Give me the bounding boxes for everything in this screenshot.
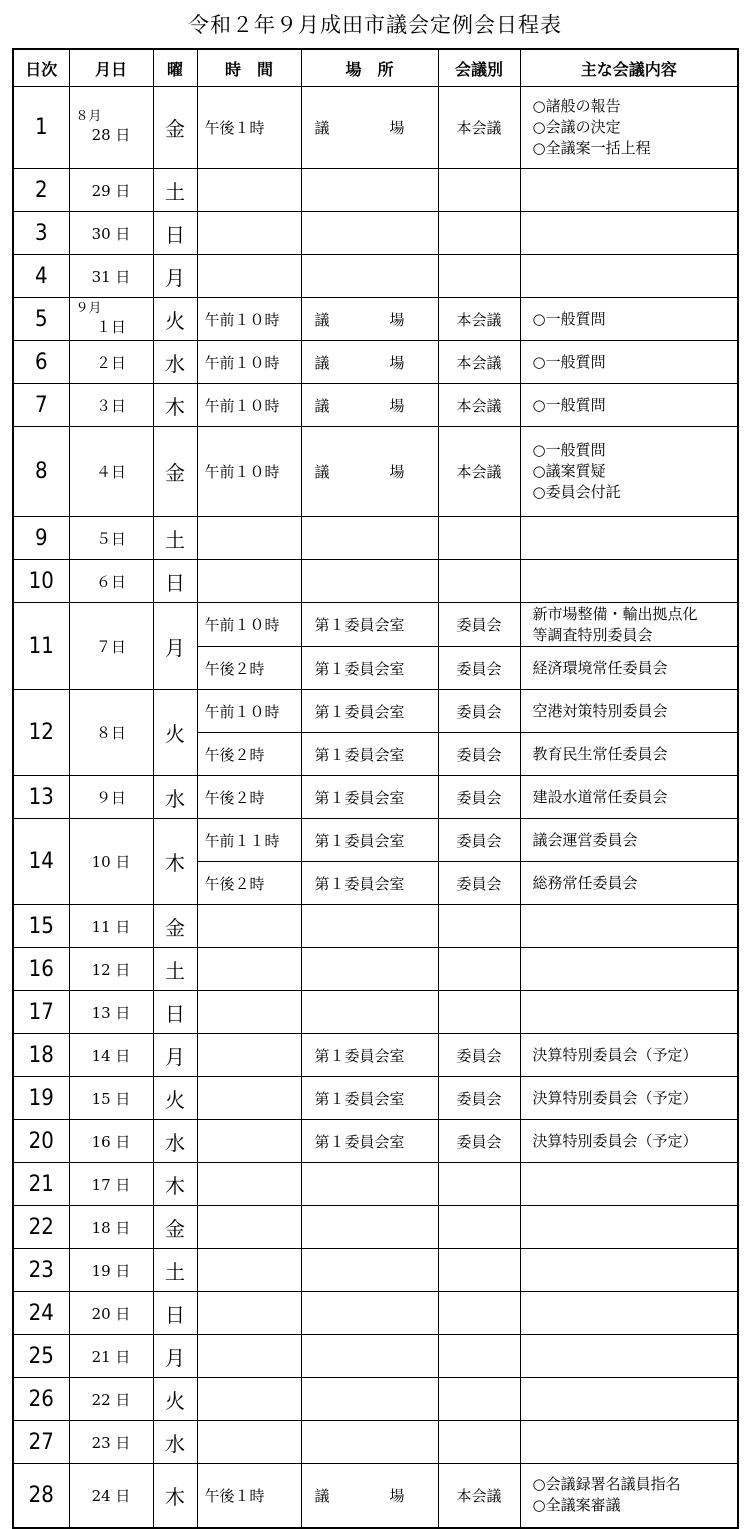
date-label: ４日 xyxy=(95,463,126,481)
table-row xyxy=(13,384,738,427)
agenda-cell xyxy=(520,690,738,733)
agenda-item: ○一般質問 xyxy=(532,441,606,459)
date-label: ５日 xyxy=(95,529,126,548)
time-cell xyxy=(197,212,301,255)
place-cell: 議 場 xyxy=(301,87,438,169)
place-cell xyxy=(301,1163,438,1206)
time-cell xyxy=(197,255,301,298)
day-number: 19 xyxy=(13,1077,69,1120)
header-weekday: 曜 xyxy=(153,49,197,87)
page-title: 令和２年９月成田市議会定例会日程表 xyxy=(188,13,562,37)
date-label: 24 日 xyxy=(91,1486,131,1505)
weekday-cell: 水 xyxy=(153,341,197,384)
time-cell xyxy=(197,169,301,212)
time-cell xyxy=(197,1120,301,1163)
weekday-cell: 月 xyxy=(153,1034,197,1077)
agenda-item: ○全議案一括上程 xyxy=(532,139,651,157)
schedule-body xyxy=(13,87,738,1528)
time-cell xyxy=(197,1034,301,1077)
place-cell: 第１委員会室 xyxy=(301,819,438,862)
day-number: 18 xyxy=(13,1034,69,1077)
time-cell xyxy=(197,905,301,948)
schedule-table xyxy=(12,48,739,1529)
agenda-cell xyxy=(520,1464,738,1528)
date-label: 12 日 xyxy=(91,960,131,979)
day-number: 5 xyxy=(13,298,69,341)
agenda-item: ○諸般の報告 xyxy=(532,97,621,115)
meeting-type-cell: 本会議 xyxy=(438,341,520,384)
place-cell xyxy=(301,255,438,298)
time-cell: 午前１０時 xyxy=(197,384,301,427)
table-row xyxy=(13,517,738,560)
date-label: ９日 xyxy=(95,788,126,807)
agenda-cell xyxy=(520,1421,738,1464)
date-cell xyxy=(69,1378,153,1421)
meeting-type-cell: 委員会 xyxy=(438,690,520,733)
meeting-type-cell xyxy=(438,560,520,603)
agenda-item: ○全議案審議 xyxy=(532,1496,621,1515)
date-cell xyxy=(69,169,153,212)
table-row xyxy=(13,1120,738,1163)
month-label: ８月 xyxy=(75,109,102,124)
weekday-cell: 水 xyxy=(153,1120,197,1163)
meeting-type-cell xyxy=(438,1335,520,1378)
agenda-cell xyxy=(520,1034,738,1077)
agenda-item: ○会議録署名議員指名 xyxy=(532,1475,681,1494)
meeting-type-cell xyxy=(438,517,520,560)
time-cell xyxy=(197,1292,301,1335)
agenda-item: ○会議の決定 xyxy=(532,118,621,136)
day-number: 8 xyxy=(13,427,69,517)
time-cell xyxy=(197,948,301,991)
time-cell xyxy=(197,560,301,603)
day-number: 9 xyxy=(13,517,69,560)
date-cell xyxy=(69,1163,153,1206)
table-row xyxy=(13,776,738,819)
agenda-cell xyxy=(520,862,738,905)
date-label: ６日 xyxy=(95,572,126,591)
agenda-item: 議会運営委員会 xyxy=(532,830,638,849)
date-cell xyxy=(69,384,153,427)
weekday-cell: 日 xyxy=(153,212,197,255)
time-cell: 午前１１時 xyxy=(197,819,301,862)
meeting-type-cell: 委員会 xyxy=(438,603,520,647)
meeting-type-cell: 本会議 xyxy=(438,298,520,341)
place-cell xyxy=(301,948,438,991)
place-cell: 第１委員会室 xyxy=(301,733,438,776)
meeting-type-cell: 委員会 xyxy=(438,647,520,690)
place-cell: 第１委員会室 xyxy=(301,1034,438,1077)
table-row xyxy=(13,87,738,169)
weekday-cell: 火 xyxy=(153,298,197,341)
date-label: 29 日 xyxy=(91,181,131,200)
place-cell xyxy=(301,1249,438,1292)
agenda-cell xyxy=(520,560,738,603)
date-cell xyxy=(69,690,153,776)
table-row xyxy=(13,690,738,733)
agenda-item: 決算特別委員会（予定） xyxy=(532,1131,698,1150)
time-cell xyxy=(197,991,301,1034)
weekday-cell: 日 xyxy=(153,991,197,1034)
date-label: 16 日 xyxy=(91,1132,131,1151)
table-row xyxy=(13,1249,738,1292)
meeting-type-cell xyxy=(438,1378,520,1421)
date-cell xyxy=(69,255,153,298)
day-number: 4 xyxy=(13,255,69,298)
date-label: ２日 xyxy=(95,353,126,372)
meeting-type-cell: 委員会 xyxy=(438,733,520,776)
time-cell xyxy=(197,1421,301,1464)
header-date: 月日 xyxy=(69,49,153,87)
weekday-cell: 木 xyxy=(153,1163,197,1206)
day-number: 2 xyxy=(13,169,69,212)
weekday-cell: 水 xyxy=(153,776,197,819)
agenda-cell xyxy=(520,647,738,690)
meeting-type-cell xyxy=(438,1292,520,1335)
place-cell: 議 場 xyxy=(301,341,438,384)
weekday-cell: 木 xyxy=(153,1464,197,1528)
day-number: 27 xyxy=(13,1421,69,1464)
meeting-type-cell: 本会議 xyxy=(438,427,520,517)
date-cell xyxy=(69,517,153,560)
date-cell xyxy=(69,948,153,991)
table-row xyxy=(13,991,738,1034)
weekday-cell: 火 xyxy=(153,1378,197,1421)
meeting-type-cell: 本会議 xyxy=(438,384,520,427)
date-cell xyxy=(69,1292,153,1335)
agenda-item: 総務常任委員会 xyxy=(532,873,638,892)
day-number: 12 xyxy=(13,690,69,776)
place-cell xyxy=(301,517,438,560)
date-cell xyxy=(69,1034,153,1077)
header-content: 主な会議内容 xyxy=(520,49,738,87)
agenda-cell xyxy=(520,1335,738,1378)
date-cell xyxy=(69,212,153,255)
weekday-cell: 月 xyxy=(153,255,197,298)
date-label: 31 日 xyxy=(91,267,131,286)
day-number: 10 xyxy=(13,560,69,603)
weekday-cell: 金 xyxy=(153,427,197,517)
agenda-item: 等調査特別委員会 xyxy=(532,625,653,644)
header-time: 時 間 xyxy=(197,49,301,87)
time-cell xyxy=(197,1206,301,1249)
date-cell xyxy=(69,776,153,819)
place-cell: 第１委員会室 xyxy=(301,1077,438,1120)
table-row xyxy=(13,1034,738,1077)
meeting-type-cell: 本会議 xyxy=(438,1464,520,1528)
date-cell xyxy=(69,1206,153,1249)
time-cell xyxy=(197,1249,301,1292)
table-row xyxy=(13,1378,738,1421)
agenda-cell xyxy=(520,1206,738,1249)
time-cell xyxy=(197,1335,301,1378)
date-cell xyxy=(69,603,153,690)
weekday-cell: 火 xyxy=(153,1077,197,1120)
meeting-type-cell: 委員会 xyxy=(438,776,520,819)
agenda-cell xyxy=(520,384,738,427)
date-label: 18 日 xyxy=(91,1218,131,1237)
agenda-item: ○議案質疑 xyxy=(532,462,606,480)
table-row xyxy=(13,1163,738,1206)
table-row xyxy=(13,560,738,603)
agenda-cell xyxy=(520,603,738,647)
date-cell xyxy=(69,87,153,169)
place-cell: 議 場 xyxy=(301,427,438,517)
table-row xyxy=(13,1464,738,1528)
time-cell: 午後１時 xyxy=(197,87,301,169)
day-number: 21 xyxy=(13,1163,69,1206)
agenda-item: 建設水道常任委員会 xyxy=(532,787,668,806)
agenda-item: 経済環境常任委員会 xyxy=(532,658,668,677)
agenda-item: ○委員会付託 xyxy=(532,483,621,501)
time-cell: 午前１０時 xyxy=(197,603,301,647)
weekday-cell: 金 xyxy=(153,1206,197,1249)
table-row xyxy=(13,427,738,517)
agenda-cell xyxy=(520,517,738,560)
table-row xyxy=(13,1421,738,1464)
weekday-cell: 日 xyxy=(153,1292,197,1335)
agenda-cell xyxy=(520,776,738,819)
time-cell: 午後１時 xyxy=(197,1464,301,1528)
agenda-cell xyxy=(520,905,738,948)
meeting-type-cell xyxy=(438,905,520,948)
day-number: 1 xyxy=(13,87,69,169)
table-row xyxy=(13,255,738,298)
meeting-type-cell xyxy=(438,1206,520,1249)
table-row xyxy=(13,1077,738,1120)
meeting-type-cell xyxy=(438,1421,520,1464)
date-label: １日 xyxy=(95,317,126,336)
date-cell xyxy=(69,1335,153,1378)
table-row xyxy=(13,1335,738,1378)
place-cell xyxy=(301,1335,438,1378)
date-cell xyxy=(69,1464,153,1528)
table-row xyxy=(13,1292,738,1335)
date-label: 30 日 xyxy=(91,224,131,243)
meeting-type-cell: 委員会 xyxy=(438,1077,520,1120)
date-label: 11 日 xyxy=(91,917,131,936)
meeting-type-cell: 委員会 xyxy=(438,1034,520,1077)
time-cell xyxy=(197,1077,301,1120)
meeting-type-cell xyxy=(438,948,520,991)
date-label: 15 日 xyxy=(91,1089,131,1108)
weekday-cell: 土 xyxy=(153,948,197,991)
time-cell xyxy=(197,1163,301,1206)
day-number: 3 xyxy=(13,212,69,255)
weekday-cell: 金 xyxy=(153,905,197,948)
weekday-cell: 土 xyxy=(153,1249,197,1292)
meeting-type-cell: 本会議 xyxy=(438,87,520,169)
time-cell: 午後２時 xyxy=(197,733,301,776)
agenda-cell xyxy=(520,1163,738,1206)
agenda-cell xyxy=(520,1249,738,1292)
time-cell: 午後２時 xyxy=(197,776,301,819)
place-cell: 第１委員会室 xyxy=(301,776,438,819)
agenda-item: 教育民生常任委員会 xyxy=(532,744,668,763)
place-cell: 第１委員会室 xyxy=(301,647,438,690)
meeting-type-cell: 委員会 xyxy=(438,819,520,862)
agenda-item: 新市場整備・輸出拠点化 xyxy=(532,604,698,623)
date-label: 20 日 xyxy=(91,1304,131,1323)
weekday-cell: 木 xyxy=(153,819,197,905)
weekday-cell: 金 xyxy=(153,87,197,169)
meeting-type-cell xyxy=(438,991,520,1034)
agenda-cell xyxy=(520,948,738,991)
date-cell xyxy=(69,819,153,905)
day-number: 16 xyxy=(13,948,69,991)
date-cell xyxy=(69,298,153,341)
place-cell xyxy=(301,991,438,1034)
header-place: 場 所 xyxy=(301,49,438,87)
weekday-cell: 土 xyxy=(153,169,197,212)
agenda-cell xyxy=(520,819,738,862)
table-row xyxy=(13,1206,738,1249)
place-cell: 第１委員会室 xyxy=(301,690,438,733)
date-label: 10 日 xyxy=(91,853,131,871)
date-label: 19 日 xyxy=(91,1261,131,1280)
place-cell xyxy=(301,905,438,948)
header-row xyxy=(13,49,738,87)
day-number: 17 xyxy=(13,991,69,1034)
agenda-item: 空港対策特別委員会 xyxy=(532,701,668,720)
place-cell: 議 場 xyxy=(301,384,438,427)
date-cell xyxy=(69,991,153,1034)
day-number: 20 xyxy=(13,1120,69,1163)
weekday-cell: 土 xyxy=(153,517,197,560)
agenda-cell xyxy=(520,1292,738,1335)
table-row xyxy=(13,948,738,991)
day-number: 23 xyxy=(13,1249,69,1292)
agenda-cell xyxy=(520,169,738,212)
time-cell: 午後２時 xyxy=(197,647,301,690)
agenda-cell xyxy=(520,427,738,517)
meeting-type-cell xyxy=(438,1163,520,1206)
month-label: ９月 xyxy=(75,300,102,316)
date-label: 14 日 xyxy=(91,1046,131,1065)
meeting-type-cell xyxy=(438,255,520,298)
meeting-type-cell xyxy=(438,1249,520,1292)
place-cell xyxy=(301,212,438,255)
table-row xyxy=(13,169,738,212)
place-cell: 第１委員会室 xyxy=(301,603,438,647)
date-label: ７日 xyxy=(95,637,126,656)
place-cell xyxy=(301,1421,438,1464)
date-cell xyxy=(69,1120,153,1163)
day-number: 26 xyxy=(13,1378,69,1421)
meeting-type-cell xyxy=(438,212,520,255)
date-cell xyxy=(69,1077,153,1120)
weekday-cell: 月 xyxy=(153,1335,197,1378)
meeting-type-cell: 委員会 xyxy=(438,1120,520,1163)
day-number: 6 xyxy=(13,341,69,384)
day-number: 24 xyxy=(13,1292,69,1335)
meeting-type-cell xyxy=(438,169,520,212)
date-cell xyxy=(69,560,153,603)
date-label: 28 日 xyxy=(91,126,131,144)
day-number: 15 xyxy=(13,905,69,948)
date-cell xyxy=(69,1249,153,1292)
time-cell xyxy=(197,517,301,560)
header-day: 日次 xyxy=(13,49,69,87)
meeting-type-cell: 委員会 xyxy=(438,862,520,905)
weekday-cell: 火 xyxy=(153,690,197,776)
day-number: 22 xyxy=(13,1206,69,1249)
place-cell xyxy=(301,560,438,603)
agenda-cell xyxy=(520,991,738,1034)
table-row xyxy=(13,603,738,647)
table-row xyxy=(13,819,738,862)
date-label: 23 日 xyxy=(91,1433,131,1452)
agenda-item: 決算特別委員会（予定） xyxy=(532,1088,698,1107)
date-label: 22 日 xyxy=(91,1390,131,1409)
table-row xyxy=(13,341,738,384)
place-cell: 第１委員会室 xyxy=(301,1120,438,1163)
date-cell xyxy=(69,341,153,384)
agenda-cell xyxy=(520,1378,738,1421)
agenda-item: ○一般質問 xyxy=(532,352,606,371)
header-kind: 会議別 xyxy=(438,49,520,87)
day-number: 13 xyxy=(13,776,69,819)
agenda-cell xyxy=(520,341,738,384)
date-label: ３日 xyxy=(95,396,126,415)
table-row xyxy=(13,298,738,341)
agenda-cell xyxy=(520,255,738,298)
time-cell: 午前１０時 xyxy=(197,341,301,384)
agenda-cell xyxy=(520,87,738,169)
agenda-item: ○一般質問 xyxy=(532,395,606,414)
date-cell xyxy=(69,905,153,948)
date-label: 17 日 xyxy=(91,1175,131,1194)
agenda-cell xyxy=(520,212,738,255)
time-cell: 午後２時 xyxy=(197,862,301,905)
place-cell: 第１委員会室 xyxy=(301,862,438,905)
day-number: 25 xyxy=(13,1335,69,1378)
agenda-item: ○一般質問 xyxy=(532,309,606,328)
agenda-cell xyxy=(520,1077,738,1120)
date-label: 21 日 xyxy=(91,1347,131,1366)
place-cell: 議 場 xyxy=(301,298,438,341)
place-cell xyxy=(301,1378,438,1421)
weekday-cell: 月 xyxy=(153,603,197,690)
time-cell: 午前１０時 xyxy=(197,298,301,341)
time-cell: 午前１０時 xyxy=(197,427,301,517)
weekday-cell: 日 xyxy=(153,560,197,603)
day-number: 14 xyxy=(13,819,69,905)
day-number: 11 xyxy=(13,603,69,690)
day-number: 7 xyxy=(13,384,69,427)
weekday-cell: 水 xyxy=(153,1421,197,1464)
agenda-item: 決算特別委員会（予定） xyxy=(532,1045,698,1064)
place-cell xyxy=(301,1206,438,1249)
place-cell: 議 場 xyxy=(301,1464,438,1528)
place-cell xyxy=(301,169,438,212)
time-cell xyxy=(197,1378,301,1421)
time-cell: 午前１０時 xyxy=(197,690,301,733)
table-row xyxy=(13,212,738,255)
agenda-cell xyxy=(520,298,738,341)
date-cell xyxy=(69,1421,153,1464)
table-row xyxy=(13,905,738,948)
date-label: 13 日 xyxy=(91,1003,131,1022)
date-label: ８日 xyxy=(95,724,126,742)
day-number: 28 xyxy=(13,1464,69,1528)
weekday-cell: 木 xyxy=(153,384,197,427)
agenda-cell xyxy=(520,733,738,776)
date-cell xyxy=(69,427,153,517)
agenda-cell xyxy=(520,1120,738,1163)
place-cell xyxy=(301,1292,438,1335)
